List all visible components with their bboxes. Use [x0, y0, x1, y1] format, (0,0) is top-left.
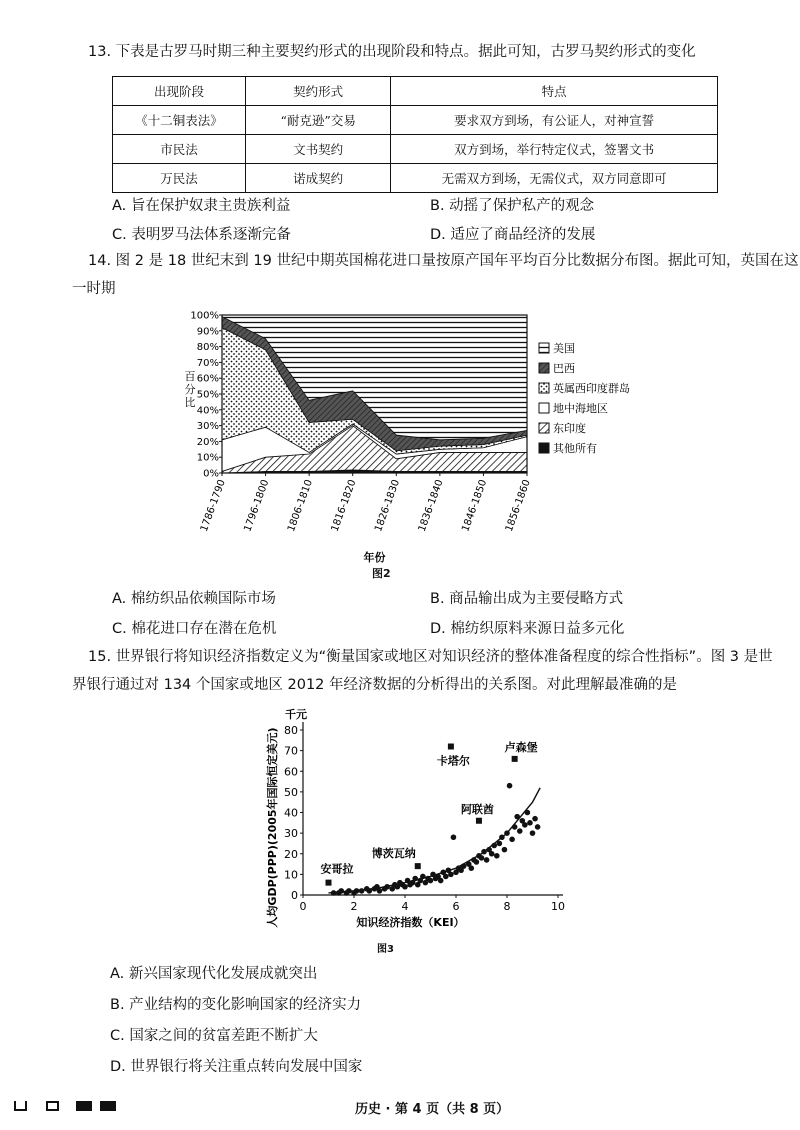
scatter-point — [522, 822, 528, 828]
scan-mark — [46, 1101, 59, 1111]
labeled-point-marker — [448, 744, 454, 750]
q14-option-a[interactable]: A. 棉纺织品依赖国际市场 — [112, 591, 276, 607]
legend-swatch — [539, 383, 549, 393]
kei-gdp-scatter-chart — [258, 700, 578, 940]
legend-label: 巴西 — [553, 362, 575, 375]
x-axis-label: 知识经济指数（KEI） — [356, 916, 465, 929]
scatter-point — [507, 783, 513, 789]
scatter-point — [469, 865, 475, 871]
figure3-caption: 图3 — [377, 944, 394, 955]
y-tick-label: 20 — [284, 847, 298, 861]
table-cell: 万民法 — [113, 164, 246, 193]
y-tick-label: 70% — [196, 357, 219, 369]
y-tick-label: 100% — [190, 310, 219, 322]
scatter-point — [509, 837, 515, 843]
table-header: 契约形式 — [246, 77, 391, 106]
scatter-point — [420, 874, 426, 880]
scatter-point — [491, 843, 497, 849]
scatter-point — [517, 828, 523, 834]
x-tick-label: 2 — [350, 900, 358, 913]
page-footer: 历史 · 第 4 页（共 8 页） — [355, 1102, 510, 1117]
scatter-point — [367, 888, 373, 894]
scatter-point — [535, 824, 541, 830]
x-tick-label: 1846-1850 — [460, 478, 490, 534]
table-cell: “耐克逊”交易 — [246, 106, 391, 135]
x-tick-label: 1856-1860 — [503, 478, 533, 534]
legend-label: 地中海地区 — [553, 402, 608, 415]
q15-option-b[interactable]: B. 产业结构的变化影响国家的经济实力 — [110, 997, 362, 1013]
labeled-point-marker — [415, 863, 421, 869]
q14-stem-line1: 14. 图 2 是 18 世纪末到 19 世纪中期英国棉花进口量按原产国年平均百分比数据分布图。据此可知，英国在这 — [88, 253, 799, 269]
y-tick-label: 40 — [284, 806, 298, 820]
q13-option-b[interactable]: B. 动摇了保护私产的观念 — [430, 198, 595, 214]
x-tick-label: 1826-1830 — [373, 478, 403, 534]
q15-stem-line1: 15. 世界银行将知识经济指数定义为“衡量国家或地区对知识经济的整体准备程度的综合性指标”。图 3 是世 — [88, 649, 773, 665]
x-tick-label: 8 — [503, 900, 511, 913]
legend-label: 东印度 — [553, 422, 586, 435]
y-tick-label: 50 — [284, 785, 298, 799]
scatter-point — [527, 820, 533, 826]
y-tick-label: 20% — [196, 436, 219, 448]
table-cell: 市民法 — [113, 135, 246, 164]
y-axis-label: 人均GDP(PPP)(2005年国际恒定美元) — [266, 727, 279, 928]
scatter-point — [532, 816, 538, 822]
y-tick-label: 0% — [203, 468, 219, 480]
y-tick-label: 60 — [284, 765, 298, 779]
y-tick-label: 70 — [284, 744, 298, 758]
contract-table — [112, 76, 718, 193]
labeled-point-name: 博茨瓦纳 — [371, 847, 416, 861]
scatter-point — [474, 859, 480, 865]
scatter-point — [502, 847, 508, 853]
scatter-point — [412, 876, 418, 882]
y-tick-label: 40% — [196, 405, 219, 417]
scatter-point — [438, 878, 444, 884]
scatter-point — [514, 814, 520, 820]
x-tick-label: 6 — [452, 900, 460, 913]
y-tick-label: 0 — [291, 889, 298, 902]
labeled-point-name: 阿联酋 — [460, 802, 494, 816]
scatter-point — [512, 824, 518, 830]
labeled-point-marker — [512, 756, 518, 762]
x-tick-label: 1836-1840 — [416, 478, 446, 534]
q13-option-a[interactable]: A. 旨在保护奴隶主贵族利益 — [112, 198, 291, 214]
scatter-point — [331, 890, 337, 896]
q15-option-a[interactable]: A. 新兴国家现代化发展成就突出 — [110, 966, 318, 982]
x-tick-label: 4 — [401, 900, 409, 913]
legend-swatch — [539, 423, 549, 433]
scatter-point — [530, 830, 536, 836]
scatter-point — [494, 853, 500, 859]
q15-option-c[interactable]: C. 国家之间的贫富差距不断扩大 — [110, 1028, 318, 1044]
labeled-point-name: 卢森堡 — [504, 740, 538, 754]
x-tick-label: 1786-1790 — [198, 478, 228, 534]
q15-option-d[interactable]: D. 世界银行将关注重点转向发展中国家 — [110, 1059, 363, 1075]
scatter-point — [448, 872, 454, 878]
y-tick-label: 30 — [284, 827, 298, 841]
scatter-point — [461, 863, 467, 869]
scatter-point — [504, 830, 510, 836]
table-cell: 诺成契约 — [246, 164, 391, 193]
x-tick-label: 1806-1810 — [285, 478, 315, 534]
legend-label: 其他所有 — [553, 442, 597, 455]
y-tick-label: 50% — [196, 389, 219, 401]
y-tick-label: 90% — [196, 326, 219, 338]
scatter-point — [479, 855, 485, 861]
q14-option-b[interactable]: B. 商品输出成为主要侵略方式 — [430, 591, 624, 607]
legend-swatch — [539, 443, 549, 453]
table-row — [113, 106, 718, 135]
scatter-point — [499, 834, 505, 840]
q13-option-c[interactable]: C. 表明罗马法体系逐渐完备 — [112, 227, 291, 243]
legend-swatch — [539, 363, 549, 373]
scatter-point — [451, 834, 457, 840]
table-cell: 要求双方到场，有公证人，对神宣誓 — [391, 106, 718, 135]
labeled-point-marker — [326, 880, 332, 886]
scatter-point — [377, 888, 383, 894]
figure2-caption: 图2 — [372, 567, 391, 580]
table-header: 特点 — [391, 77, 718, 106]
table-cell: 无需双方到场，无需仪式，双方同意即可 — [391, 164, 718, 193]
x-tick-label: 10 — [551, 900, 565, 913]
scatter-point — [428, 878, 434, 884]
labeled-point-marker — [476, 818, 482, 824]
table-row — [113, 135, 718, 164]
table-cell: 双方到场，举行特定仪式，签署文书 — [391, 135, 718, 164]
legend-swatch — [539, 403, 549, 413]
table-cell: 《十二铜表法》 — [113, 106, 246, 135]
cotton-import-chart — [170, 305, 640, 565]
scatter-point — [525, 810, 531, 816]
table-cell: 文书契约 — [246, 135, 391, 164]
scatter-point — [338, 888, 344, 894]
q13-option-d[interactable]: D. 适应了商品经济的发展 — [430, 227, 596, 243]
scan-mark — [14, 1101, 27, 1111]
y-tick-label: 10 — [284, 868, 298, 882]
scan-mark — [100, 1101, 116, 1111]
scatter-point — [402, 884, 408, 890]
scatter-point — [489, 851, 495, 857]
legend-label: 英属西印度群岛 — [553, 382, 630, 395]
scatter-point — [346, 888, 352, 894]
y-tick-label: 80 — [284, 724, 298, 737]
table-row — [113, 164, 718, 193]
legend-swatch — [539, 343, 549, 353]
scatter-point — [443, 874, 449, 880]
q13-stem: 13. 下表是古罗马时期三种主要契约形式的出现阶段和特点。据此可知，古罗马契约形式的变化 — [88, 44, 696, 60]
scatter-point — [354, 888, 360, 894]
labeled-point-name: 安哥拉 — [320, 862, 354, 876]
scatter-point — [359, 888, 365, 894]
scatter-point — [484, 857, 490, 863]
x-tick-label: 1796-1800 — [242, 478, 272, 534]
q14-option-c[interactable]: C. 棉花进口存在潜在危机 — [112, 621, 277, 637]
x-tick-label: 0 — [299, 900, 307, 913]
x-tick-label: 1816-1820 — [329, 478, 359, 534]
y-unit-label: 千元 — [285, 708, 307, 721]
scatter-point — [481, 849, 487, 855]
q15-stem-line2: 界银行通过对 134 个国家或地区 2012 年经济数据的分析得出的关系图。对此理解最准确的是 — [72, 677, 678, 693]
y-tick-label: 30% — [196, 421, 219, 433]
y-tick-label: 80% — [196, 342, 219, 354]
y-tick-label: 10% — [196, 452, 219, 464]
labeled-point-name: 卡塔尔 — [436, 754, 470, 768]
legend-label: 美国 — [553, 342, 575, 355]
q14-option-d[interactable]: D. 棉纺织原料来源日益多元化 — [430, 621, 625, 637]
scatter-point — [497, 841, 503, 847]
x-axis-label: 年份 — [363, 551, 386, 564]
q14-stem-line2: 一时期 — [72, 281, 116, 297]
y-axis-label: 百分比 — [184, 370, 196, 409]
y-tick-label: 60% — [196, 373, 219, 385]
table-header-row — [113, 77, 718, 106]
table-header: 出现阶段 — [113, 77, 246, 106]
scan-mark — [76, 1101, 92, 1111]
scatter-point — [384, 884, 390, 890]
